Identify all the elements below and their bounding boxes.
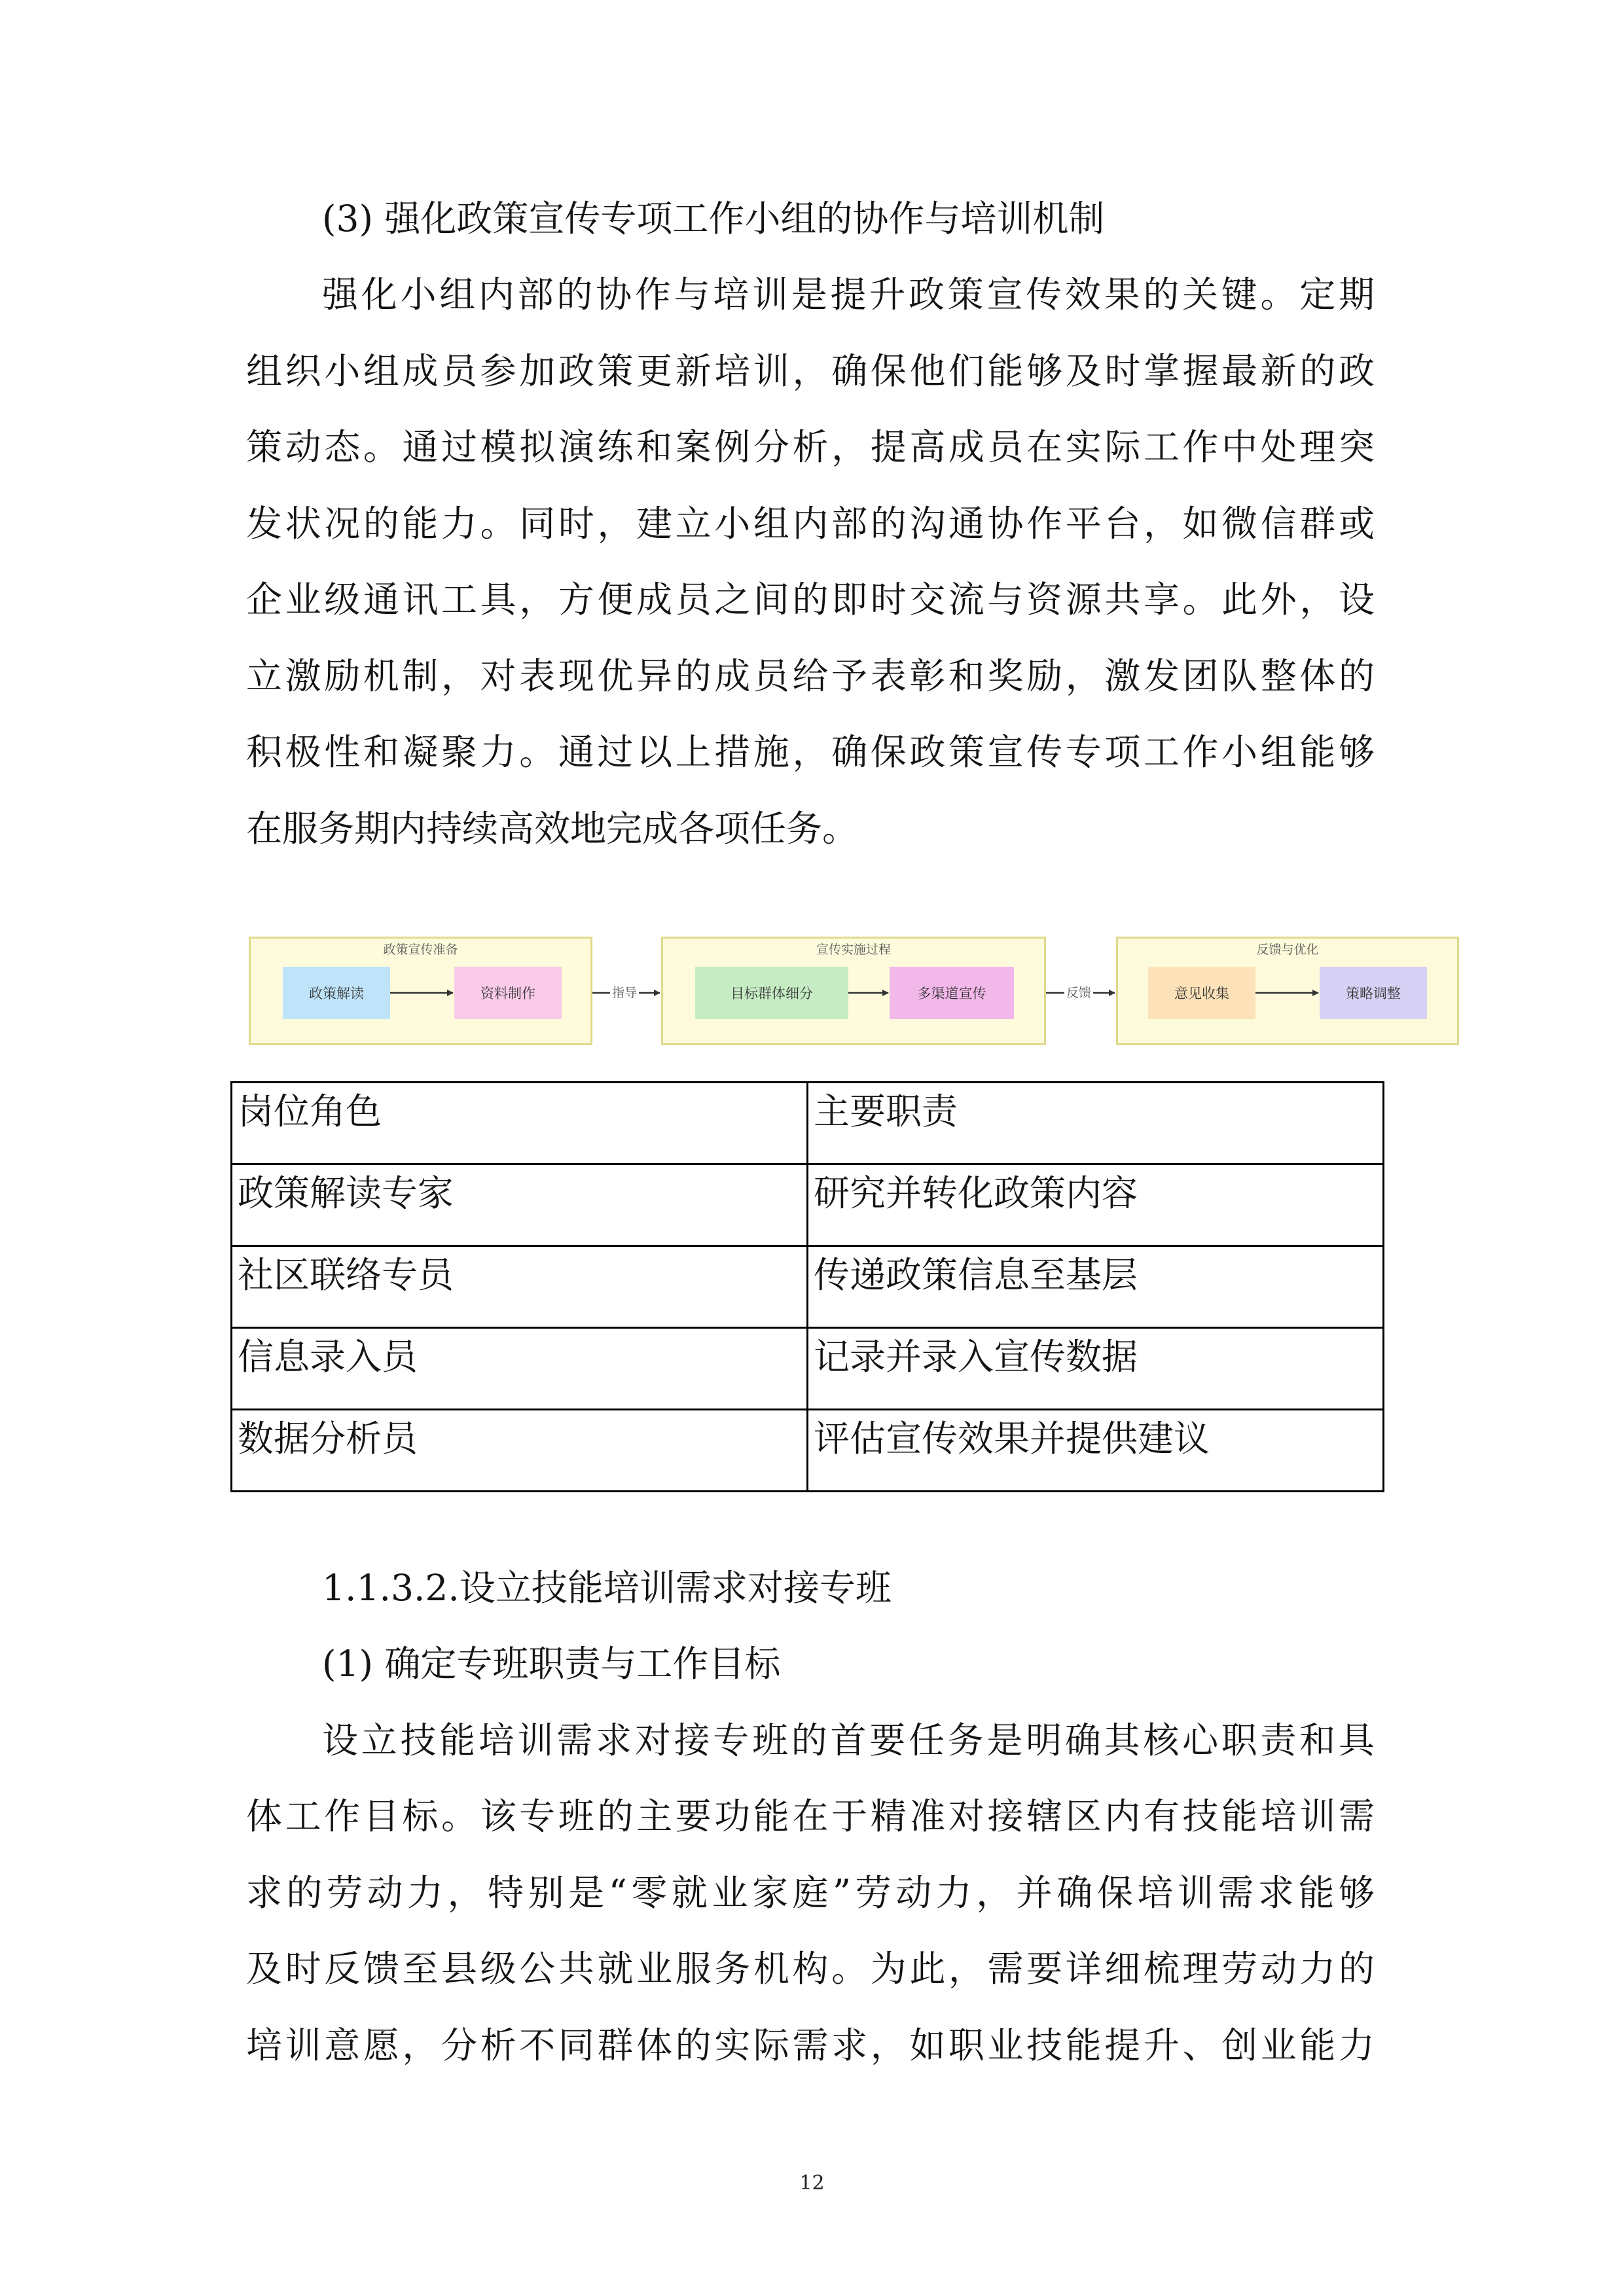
table-row: [232, 1328, 1384, 1410]
group-title: 政策宣传准备: [383, 942, 458, 957]
paragraph-line: 及时反馈至县级公共就业服务机构。为此，需要详细梳理劳动力的: [246, 1948, 1375, 1990]
roles-table: [230, 1081, 1384, 1492]
edge-label-feedback: 反馈: [1064, 983, 1093, 1001]
paragraph-line: 培训意愿，分析不同群体的实际需求，如职业技能提升、创业能力: [246, 2024, 1375, 2066]
diagram-node-strategy-adjustment: 策略调整: [1320, 967, 1427, 1019]
table-cell: 社区联络专员: [232, 1246, 808, 1328]
section-heading: (3) 强化政策宣传专项工作小组的协作与培训机制: [322, 198, 1105, 240]
paragraph-line: 策动态。通过模拟演练和案例分析，提高成员在实际工作中处理突: [246, 426, 1375, 468]
diagram-node-policy-interpretation: 政策解读: [283, 967, 390, 1019]
paragraph-line: 组织小组成员参加政策更新培训，确保他们能够及时掌握最新的政: [246, 350, 1375, 392]
paragraph-line: 发状况的能力。同时，建立小组内部的沟通协作平台，如微信群或: [246, 503, 1375, 545]
table-cell: 研究并转化政策内容: [808, 1164, 1384, 1246]
table-row: [232, 1410, 1384, 1492]
diagram-node-material-production: 资料制作: [454, 967, 562, 1019]
paragraph-line: 体工作目标。该专班的主要功能在于精准对接辖区内有技能培训需: [246, 1795, 1375, 1837]
paragraph-line: 立激励机制，对表现优异的成员给予表彰和奖励，激发团队整体的: [246, 655, 1375, 697]
paragraph-line: 企业级通讯工具，方便成员之间的即时交流与资源共享。此外，设: [246, 579, 1375, 620]
table-header-cell: 主要职责: [808, 1083, 1384, 1164]
table-cell: 信息录入员: [232, 1328, 808, 1410]
table-cell: 数据分析员: [232, 1410, 808, 1492]
paragraph-line: 设立技能培训需求对接专班的首要任务是明确其核心职责和具: [322, 1719, 1375, 1761]
diagram-node-target-segmentation: 目标群体细分: [695, 967, 848, 1019]
group-title: 反馈与优化: [1256, 942, 1319, 957]
table-cell: 评估宣传效果并提供建议: [808, 1410, 1384, 1492]
table-header-cell: 岗位角色: [232, 1083, 808, 1164]
diagram-node-feedback-collection: 意见收集: [1148, 967, 1255, 1019]
paragraph-line: 积极性和凝聚力。通过以上措施，确保政策宣传专项工作小组能够: [246, 731, 1375, 773]
group-title: 宣传实施过程: [816, 942, 891, 957]
table-row: [232, 1164, 1384, 1246]
edge-label-guide: 指导: [610, 983, 639, 1001]
table-cell: 记录并录入宣传数据: [808, 1328, 1384, 1410]
section-subheading: (1) 确定专班职责与工作目标: [322, 1643, 781, 1685]
paragraph-line: 在服务期内持续高效地完成各项任务。: [246, 808, 859, 850]
paragraph-line: 强化小组内部的协作与培训是提升政策宣传效果的关键。定期: [322, 274, 1375, 315]
table-cell: 政策解读专家: [232, 1164, 808, 1246]
diagram-node-multichannel-promotion: 多渠道宣传: [890, 967, 1014, 1019]
table-header-row: [232, 1083, 1384, 1164]
table-cell: 传递政策信息至基层: [808, 1246, 1384, 1328]
page-number: 12: [799, 2172, 825, 2195]
table-row: [232, 1246, 1384, 1328]
paragraph-line: 求的劳动力，特别是“零就业家庭”劳动力，并确保培训需求能够: [246, 1872, 1375, 1914]
section-title: 1.1.3.2.设立技能培训需求对接专班: [322, 1567, 892, 1609]
